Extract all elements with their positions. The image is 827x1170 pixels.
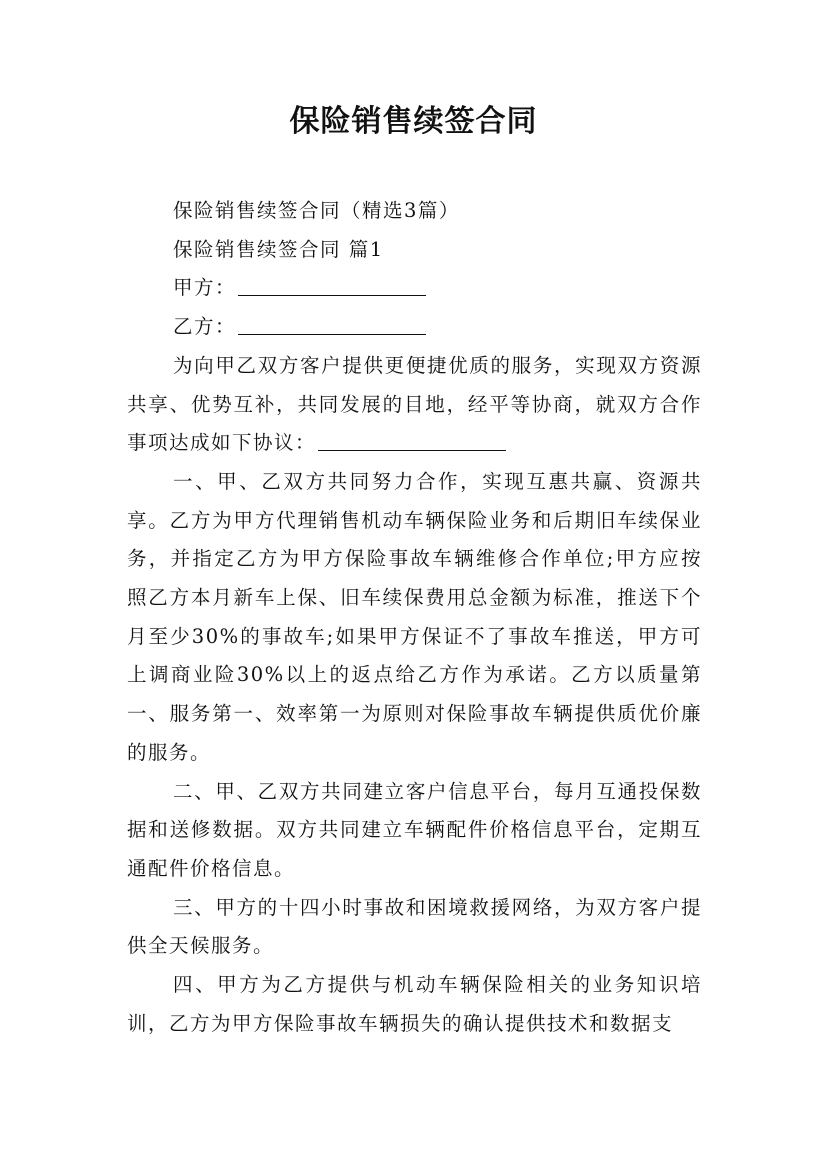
subtitle-line: 保险销售续签合同（精选3篇） <box>173 199 460 222</box>
document-body <box>127 192 702 1043</box>
document-title: 保险销售续签合同 <box>289 104 538 139</box>
party-b-label: 乙方： <box>173 315 237 339</box>
party-b-blank <box>238 312 426 335</box>
party-a-blank <box>238 273 426 296</box>
clause-2-paragraph: 二、甲、乙双方共同建立客户信息平台，每月互通投保数据和送修数据。双方共同建立车辆配件价格信息平台，定期互通配件价格信息。 <box>127 779 702 880</box>
section-heading: 保险销售续签合同 篇1 <box>173 237 384 261</box>
intro-paragraph <box>127 347 702 463</box>
clause-4-paragraph: 四、甲方为乙方提供与机动车辆保险相关的业务知识培训，乙方为甲方保险事故车辆损失的确认提供技术和数据支 <box>127 973 702 1035</box>
intro-text: 为向甲乙双方客户提供更便捷优质的服务，实现双方资源共享、优势互补，共同发展的目地，经平等协商，就双方合作事项达成如下协议： <box>127 353 702 455</box>
party-b-line <box>127 308 702 347</box>
party-a-label: 甲方： <box>173 276 237 300</box>
party-a-line <box>127 269 702 308</box>
intro-blank <box>318 428 506 451</box>
clause-3-paragraph: 三、甲方的十四小时事故和困境救援网络，为双方客户提供全天候服务。 <box>127 895 702 958</box>
clause-1-paragraph: 一、甲、乙双方共同努力合作，实现互惠共赢、资源共享。乙方为甲方代理销售机动车辆保险业务和后期旧车续保业务，并指定乙方为甲方保险事故车辆维修合作单位;甲方应按照乙方本月新车上保、旧车续保费用总金额为标准，推送下个月至少30%的事故车;如果甲方保证不了事故车推送，甲方可上调商业险30%以上的返点给乙方作为承诺。乙方以质量第一、服务第一、效率第一为原则对保险事故车辆提供质优价廉的服务。 <box>127 469 702 764</box>
